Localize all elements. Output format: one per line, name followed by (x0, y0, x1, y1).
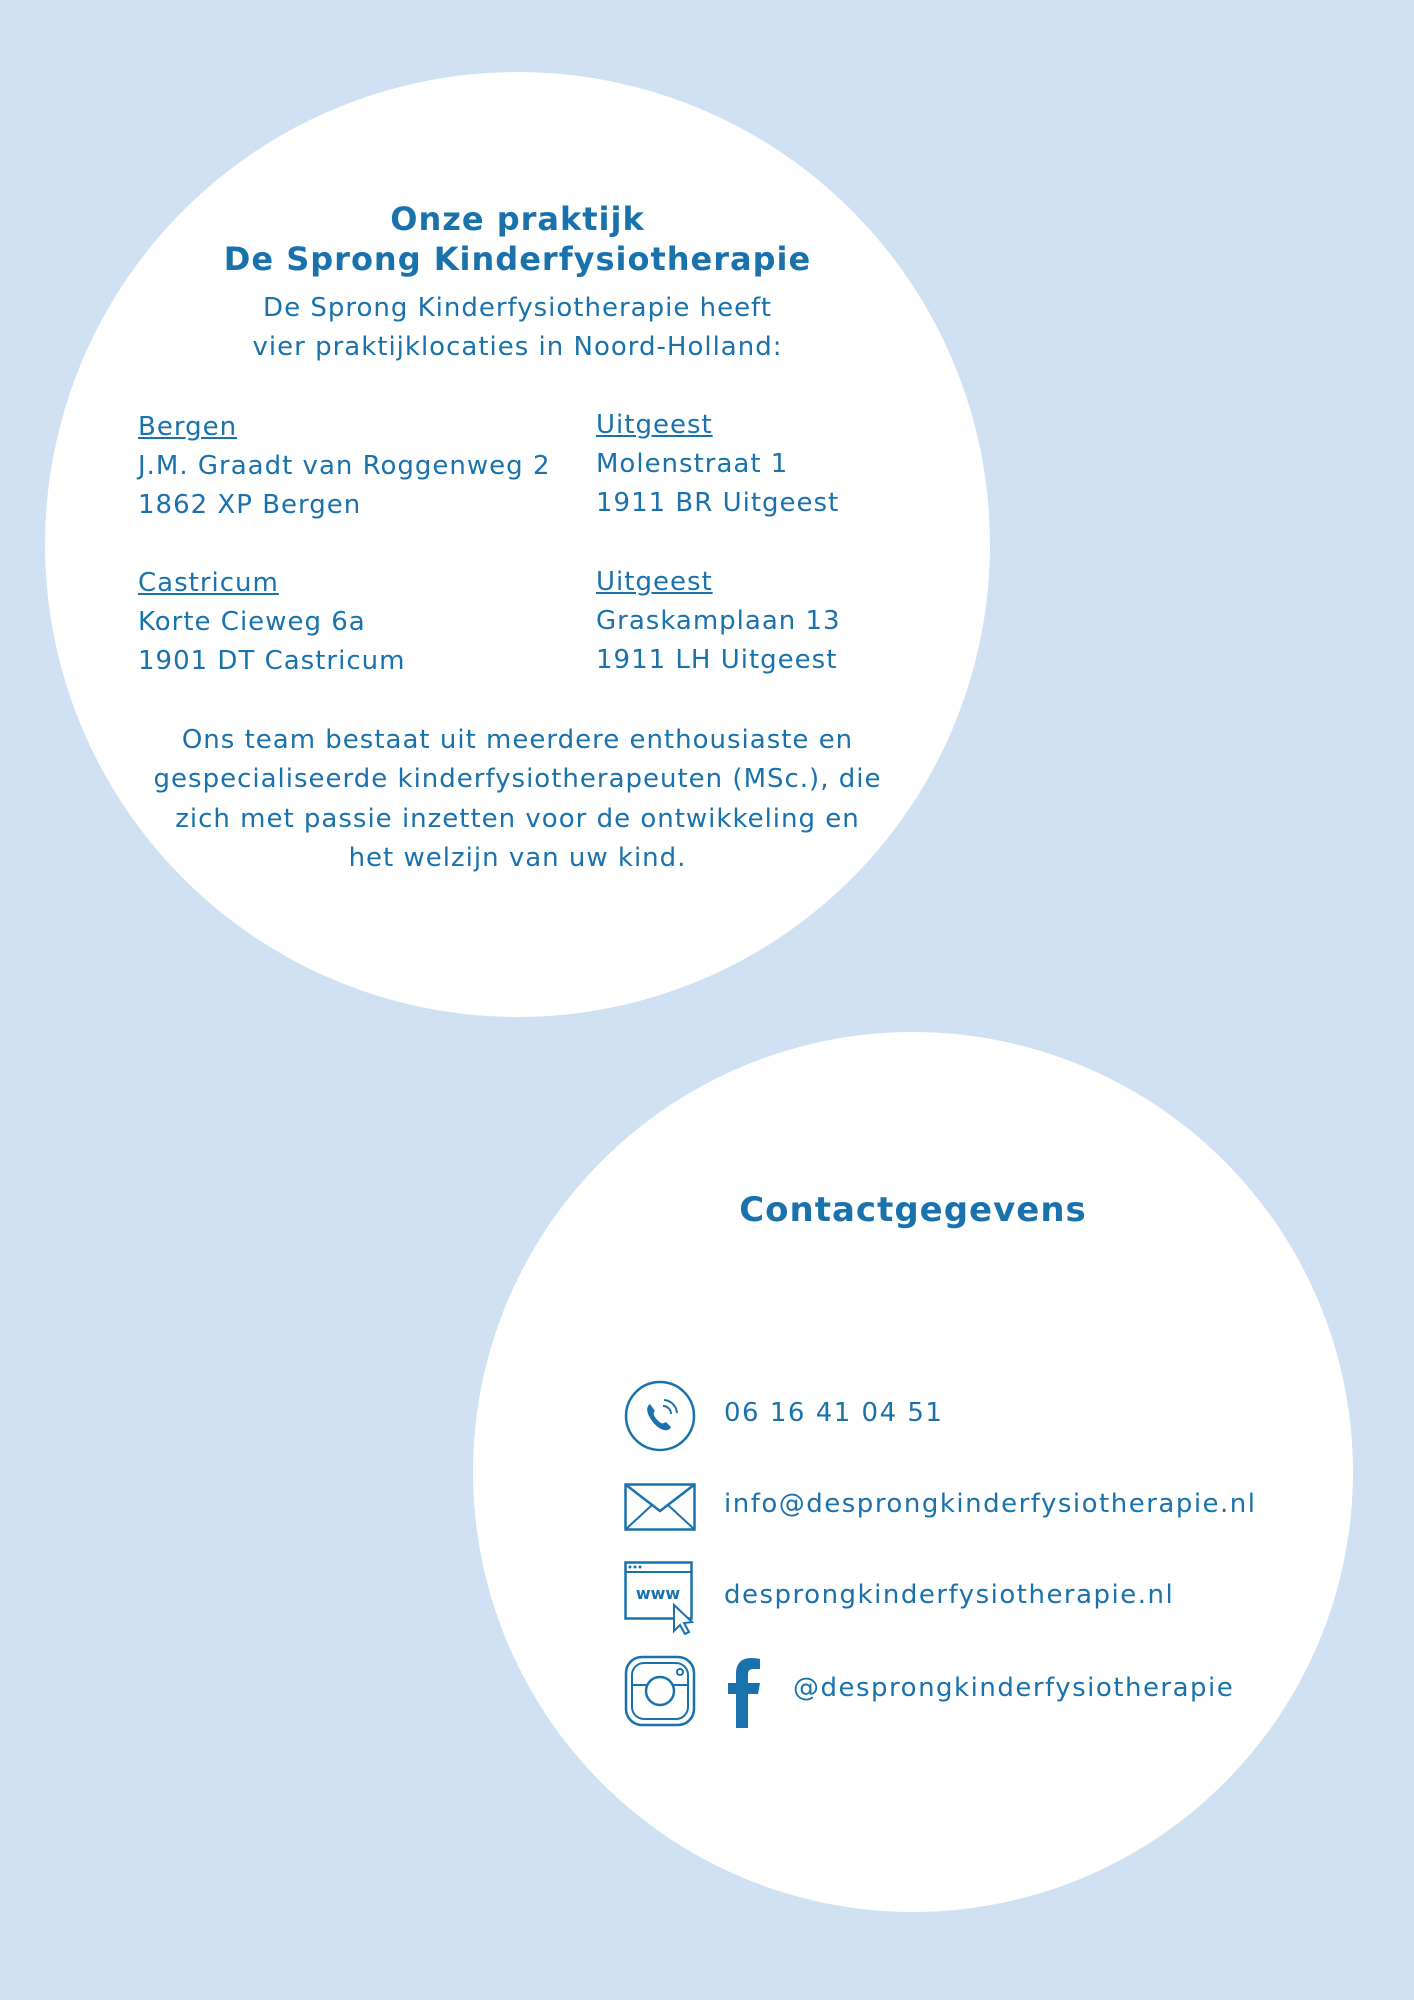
location-street: Korte Cieweg 6a (138, 607, 366, 637)
location-bergen (138, 408, 550, 525)
location-postal: 1911 LH Uitgeest (596, 645, 838, 675)
phone-number[interactable]: 06 16 41 04 51 (724, 1398, 944, 1428)
email-address[interactable]: info@desprongkinderfysiotherapie.nl (724, 1489, 1257, 1519)
location-city: Castricum (138, 568, 279, 598)
team-text-line2: gespecialiseerde kinderfysiotherapeuten (MSc.), die (153, 764, 882, 794)
location-uitgeest-2 (596, 563, 841, 680)
practice-title: Onze praktijk (390, 200, 645, 238)
phone-icon (624, 1380, 696, 1452)
contact-title: Contactgegevens (739, 1190, 1087, 1230)
facebook-icon[interactable] (726, 1656, 762, 1728)
location-uitgeest-1 (596, 406, 839, 523)
location-postal: 1862 XP Bergen (138, 490, 362, 520)
social-handle[interactable]: @desprongkinderfysiotherapie (793, 1673, 1235, 1703)
location-postal: 1911 BR Uitgeest (596, 488, 840, 518)
team-text-line3: zich met passie inzetten voor de ontwikkeling en (175, 804, 860, 834)
instagram-icon[interactable] (624, 1655, 696, 1727)
team-text-line4: het welzijn van uw kind. (348, 843, 687, 873)
location-city: Uitgeest (596, 410, 713, 440)
location-street: Molenstraat 1 (596, 449, 789, 479)
www-icon (624, 1561, 700, 1635)
location-city: Uitgeest (596, 567, 713, 597)
practice-intro-line2: vier praktijklocaties in Noord-Holland: (252, 332, 783, 362)
location-postal: 1901 DT Castricum (138, 646, 406, 676)
location-street: J.M. Graadt van Roggenweg 2 (138, 451, 551, 481)
practice-subtitle: De Sprong Kinderfysiotherapie (223, 240, 812, 278)
location-street: Graskamplaan 13 (596, 606, 841, 636)
website-link[interactable]: desprongkinderfysiotherapie.nl (724, 1580, 1175, 1610)
team-text-line1: Ons team bestaat uit meerdere enthousiaste en (181, 725, 854, 755)
envelope-icon (624, 1483, 696, 1531)
location-castricum (138, 564, 405, 681)
contact-circle (473, 1032, 1353, 1912)
practice-intro-line1: De Sprong Kinderfysiotherapie heeft (263, 293, 772, 323)
location-city: Bergen (138, 412, 238, 442)
svg-text:www: www (635, 1584, 681, 1603)
